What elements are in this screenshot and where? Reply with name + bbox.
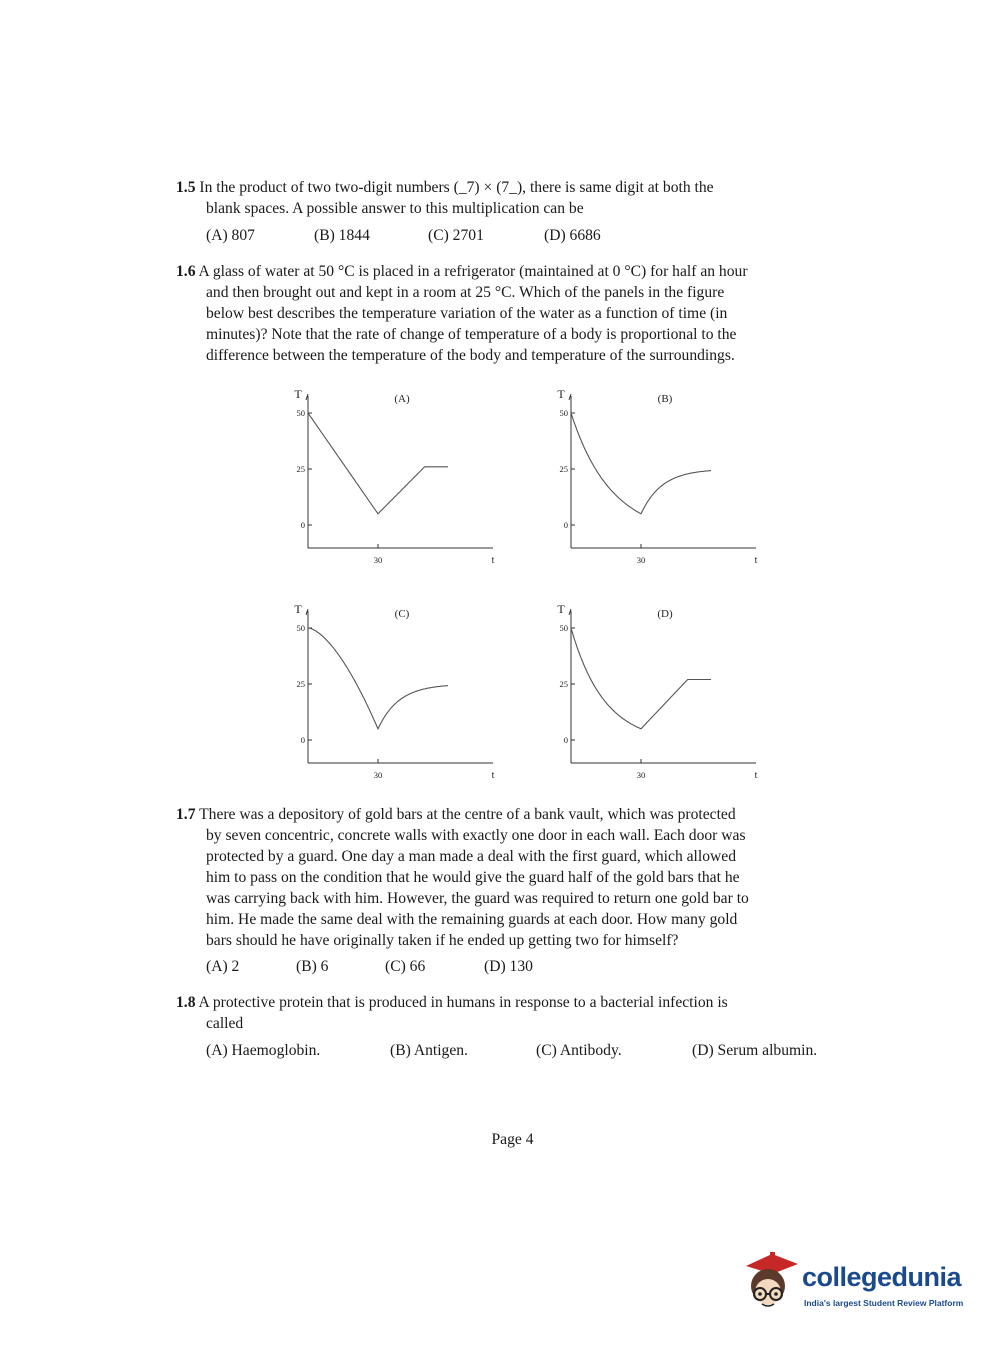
question-number: 1.7	[176, 806, 196, 823]
x-tick-label: 30	[636, 555, 646, 565]
y-tick-label: 50	[296, 623, 305, 633]
question-number: 1.8	[176, 994, 196, 1011]
panel-c	[294, 602, 494, 781]
y-axis-label: T	[294, 387, 302, 401]
question-text: A glass of water at 50 °C is placed in a refrigerator (maintained at 0 °C) for half an hour	[198, 263, 748, 280]
y-axis-label: T	[294, 602, 302, 616]
logo-wordmark: collegedunia	[802, 1262, 962, 1292]
question-text: by seven concentric, concrete walls with exactly one door in each wall. Each door was	[206, 827, 746, 844]
y-tick-label: 0	[563, 735, 568, 745]
panel-label: (B)	[657, 393, 673, 405]
panel-d	[557, 602, 757, 781]
mascot-icon	[740, 1250, 802, 1320]
question-1-8	[176, 992, 850, 1034]
option-a: (A) Haemoglobin.	[206, 1042, 321, 1059]
panel-label: (C)	[394, 608, 410, 620]
question-text: In the product of two two-digit numbers (_7) × (7_), there is same digit at both the	[199, 179, 714, 196]
panel-b	[557, 387, 757, 566]
question-text: blank spaces. A possible answer to this multiplication can be	[206, 200, 584, 217]
question-text: him. He made the same deal with the remaining guards at each door. How many gold	[206, 911, 738, 928]
temperature-curve	[571, 413, 711, 514]
y-axis-label: T	[557, 387, 565, 401]
x-tick-label: 30	[373, 770, 383, 780]
question-text: protected by a guard. One day a man made a deal with the first guard, which allowed	[206, 848, 736, 865]
option-b: (B) Antigen.	[390, 1042, 468, 1059]
y-tick-label: 25	[296, 679, 305, 689]
question-text: and then brought out and kept in a room at 25 °C. Which of the panels in the figure	[206, 284, 725, 301]
y-tick-label: 50	[559, 623, 568, 633]
y-tick-label: 25	[559, 679, 568, 689]
x-tick-label: 30	[373, 555, 383, 565]
temperature-curve	[571, 628, 711, 729]
collegedunia-logo[interactable]	[740, 1250, 980, 1320]
question-text: was carrying back with him. However, the guard was required to return one gold bar to	[206, 890, 749, 907]
y-tick-label: 25	[296, 464, 305, 474]
option-d: (D) 6686	[544, 227, 601, 244]
x-axis-label: t	[754, 555, 758, 566]
question-1-7	[176, 804, 850, 951]
y-axis-label: T	[557, 602, 565, 616]
option-c: (C) Antibody.	[536, 1042, 622, 1059]
option-a: (A) 807	[206, 227, 255, 244]
panel-a	[294, 387, 494, 566]
y-tick-label: 25	[559, 464, 568, 474]
question-text: There was a depository of gold bars at the centre of a bank vault, which was protected	[199, 806, 736, 823]
question-number: 1.6	[176, 263, 196, 280]
panel-label: (A)	[394, 393, 410, 405]
temperature-curve	[308, 628, 448, 729]
question-text: bars should he have originally taken if he ended up getting two for himself?	[206, 932, 679, 949]
question-text: difference between the temperature of the body and temperature of the surroundings.	[206, 347, 735, 364]
question-text: A protective protein that is produced in humans in response to a bacterial infection is	[198, 994, 728, 1011]
option-d: (D) Serum albumin.	[692, 1042, 818, 1059]
option-c: (C) 66	[385, 958, 426, 975]
y-tick-label: 0	[300, 735, 305, 745]
question-text: called	[206, 1015, 244, 1032]
question-number: 1.5	[176, 179, 196, 196]
option-a: (A) 2	[206, 958, 240, 975]
question-text: minutes)? Note that the rate of change of temperature of a body is proportional to the	[206, 326, 737, 343]
temperature-curve	[308, 413, 448, 514]
x-tick-label: 30	[636, 770, 646, 780]
x-axis-label: t	[754, 770, 758, 781]
option-c: (C) 2701	[428, 227, 484, 244]
y-tick-label: 0	[563, 520, 568, 530]
page-number: Page 4	[491, 1131, 534, 1148]
y-tick-label: 50	[296, 408, 305, 418]
option-b: (B) 1844	[314, 227, 370, 244]
y-tick-label: 0	[300, 520, 305, 530]
x-axis-label: t	[491, 555, 495, 566]
y-tick-label: 50	[559, 408, 568, 418]
option-d: (D) 130	[484, 958, 533, 975]
logo-tagline: India's largest Student Review Platform	[804, 1298, 964, 1308]
question-text: him to pass on the condition that he would give the guard half of the gold bars that he	[206, 869, 740, 886]
question-text: below best describes the temperature variation of the water as a function of time (in	[206, 305, 728, 322]
x-axis-label: t	[491, 770, 495, 781]
panel-label: (D)	[657, 608, 673, 620]
option-b: (B) 6	[296, 958, 329, 975]
